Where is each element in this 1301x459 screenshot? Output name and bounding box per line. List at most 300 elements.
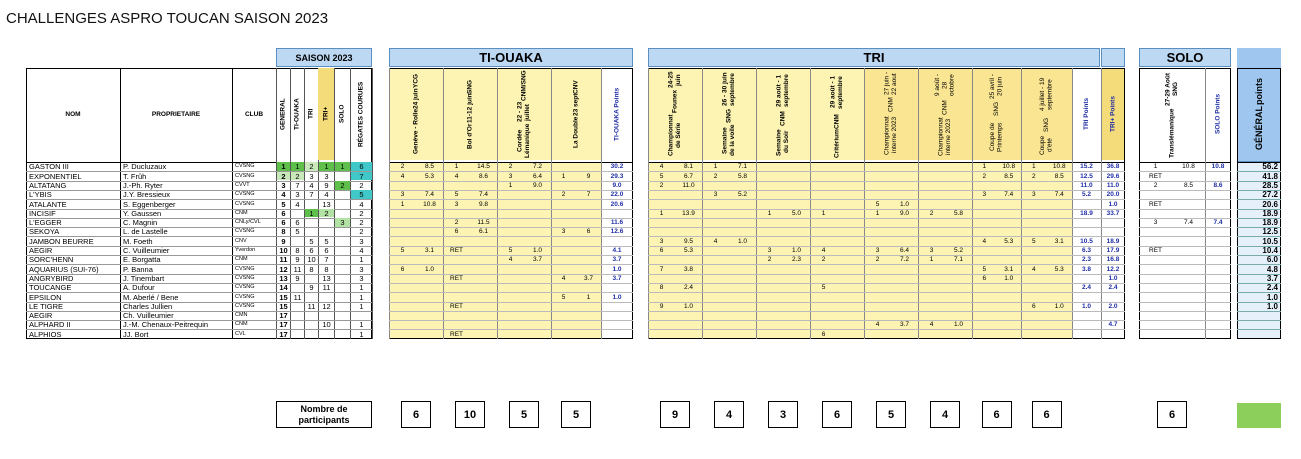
solo-place	[1139, 209, 1172, 218]
ti-points	[576, 246, 601, 255]
rank-cell: 6	[351, 162, 372, 171]
tri-points	[891, 218, 918, 227]
general-total-box	[1237, 403, 1281, 428]
ti-place	[497, 265, 524, 274]
row-owner: Ch. Vuilleumier	[123, 311, 174, 321]
tri-place	[918, 311, 945, 320]
tri-place	[972, 246, 997, 255]
ti-points: 3.7	[583, 274, 594, 282]
tri-place: 5	[821, 284, 826, 292]
rank-cell: 17	[279, 311, 288, 321]
rank-cell: 15	[279, 292, 288, 302]
solo-place	[1139, 227, 1172, 236]
ti-total: 4.1	[612, 247, 622, 254]
tri-place	[864, 162, 891, 171]
participant-count: 5	[876, 401, 906, 428]
participant-count: 10	[455, 401, 485, 428]
solo-points	[1172, 227, 1205, 236]
tri-points	[783, 330, 810, 339]
tri-place	[648, 200, 675, 209]
ti-points	[524, 302, 551, 311]
ti-points: 8.5	[424, 163, 435, 171]
general-total: 28.5	[1262, 180, 1278, 190]
tri-points	[837, 265, 864, 274]
tri-points	[1047, 293, 1073, 302]
section-header-tiouaka: TI-OUAKA	[389, 48, 633, 67]
ti-points	[416, 293, 443, 302]
solo-total	[1205, 265, 1231, 274]
tri-place	[918, 190, 945, 199]
tri-place	[810, 172, 837, 181]
tri-points	[997, 227, 1022, 236]
tri-place	[1021, 283, 1047, 292]
tri-points	[729, 181, 756, 190]
ti-points	[524, 218, 551, 227]
tri-points	[945, 181, 972, 190]
ti-total: 1.0	[612, 265, 622, 273]
tri-points	[837, 283, 864, 292]
ti-place	[497, 227, 524, 236]
tri-plus-total: 17.9	[1106, 247, 1120, 254]
ti-place: 2	[561, 191, 566, 199]
general-total	[1237, 311, 1278, 320]
tri-points	[783, 302, 810, 311]
ti-place: 1	[400, 200, 405, 208]
ti-total: 3.7	[612, 274, 622, 282]
tri-points	[891, 283, 918, 292]
rank-cell	[305, 200, 318, 209]
tri-points	[997, 302, 1022, 311]
tri-total: 15.2	[1080, 163, 1093, 171]
page-title: CHALLENGES ASPRO TOUCAN SAISON 2023	[6, 10, 329, 27]
solo-points	[1172, 293, 1205, 302]
tri-points	[945, 200, 972, 209]
tri-place	[648, 311, 675, 320]
row-club: CMN	[235, 312, 248, 319]
tri-place	[648, 190, 675, 199]
tri-points: 13.9	[682, 209, 695, 217]
general-total: 18.9	[1262, 218, 1278, 228]
tri-place	[756, 181, 783, 190]
tri-points	[729, 265, 756, 274]
tri-total	[1072, 311, 1101, 320]
tri-points	[729, 209, 756, 218]
tri-points	[783, 162, 810, 171]
tri-points	[997, 200, 1022, 209]
ti-points	[416, 227, 443, 236]
ti-total: 11.6	[610, 219, 624, 227]
row-owner: M. Aberlé / Bene	[123, 292, 179, 302]
ti-place	[389, 283, 416, 292]
rank-cell: 13	[279, 273, 288, 283]
rank-cell	[291, 283, 304, 292]
tri-place: 4	[713, 237, 718, 245]
tri-points	[891, 302, 918, 311]
tri-plus-total: 33.7	[1106, 209, 1120, 217]
rank-cell: 9	[309, 283, 314, 293]
tri-event-header: Semaine de la voile SNG 26 - 30 juin septembre	[721, 72, 736, 157]
tri-place	[1021, 293, 1047, 302]
rank-cell: 1	[359, 301, 364, 311]
tri-points	[837, 302, 864, 311]
ti-points	[524, 293, 551, 302]
tri-total	[1072, 293, 1101, 302]
ti-place	[389, 255, 416, 264]
tri-points	[675, 255, 702, 264]
tri-place: 2	[821, 256, 826, 264]
rank-cell: 10	[307, 255, 316, 265]
tri-place	[1021, 227, 1047, 236]
ti-points	[470, 330, 497, 339]
tri-place: 5	[1031, 237, 1036, 245]
general-total: 20.6	[1262, 199, 1278, 209]
tri-points: 2.4	[683, 284, 694, 292]
rank-cell	[291, 330, 304, 339]
tri-points	[1047, 218, 1073, 227]
tri-total	[1072, 200, 1101, 209]
rank-cell: 2	[305, 162, 318, 171]
ti-place	[551, 162, 576, 171]
row-name: GASTON III	[29, 162, 69, 172]
tri-event-header: Semaine du Soir CNM 29 août - 1 septembre	[775, 74, 790, 156]
ti-place: 4	[508, 256, 513, 264]
ti-place: 2	[454, 219, 459, 227]
tri-plus-total	[1101, 330, 1125, 339]
ti-total	[601, 302, 633, 311]
tri-points: 8.1	[683, 163, 694, 171]
rank-cell	[319, 293, 334, 302]
saison-col-header: TRI	[307, 108, 315, 120]
tri-place: 2	[767, 256, 772, 264]
tri-total: 2.4	[1081, 284, 1092, 292]
ti-place: 1	[508, 181, 513, 189]
tri-points: 6.7	[683, 172, 694, 180]
tri-place: 4	[659, 163, 664, 171]
general-total: 41.8	[1262, 171, 1278, 181]
tri-points: 3.1	[1054, 237, 1064, 245]
rank-cell: 1	[359, 255, 364, 265]
tri-place	[756, 265, 783, 274]
rank-cell	[335, 293, 350, 302]
ti-points	[470, 246, 497, 255]
ti-points	[416, 283, 443, 292]
tri-place	[918, 274, 945, 283]
solo-total: 8.6	[1213, 181, 1223, 189]
tri-place: 1	[1031, 163, 1036, 171]
left-header-2: CLUB	[244, 111, 264, 118]
tri-points	[891, 190, 918, 199]
row-club: CVL	[235, 330, 246, 337]
general-total: 3.7	[1266, 273, 1278, 283]
tri-place: 3	[1031, 191, 1036, 199]
tri-points	[783, 190, 810, 199]
tri-points: 2.3	[791, 256, 802, 264]
tri-points	[783, 227, 810, 236]
solo-points	[1172, 172, 1205, 181]
tri-place	[1021, 246, 1047, 255]
tri-total: 10.5	[1080, 237, 1093, 245]
rank-cell	[291, 302, 304, 311]
ti-total: 29.3	[610, 172, 624, 180]
solo-points	[1172, 283, 1205, 292]
tri-place	[756, 302, 783, 311]
tri-points	[1047, 255, 1073, 264]
tri-points	[997, 181, 1022, 190]
ti-place	[497, 209, 524, 218]
row-name: LE TIGRE	[29, 301, 64, 311]
rank-cell: 7	[295, 180, 300, 190]
rank-cell	[305, 274, 318, 283]
tri-points	[675, 274, 702, 283]
ti-points	[416, 330, 443, 339]
ti-total: 1.0	[612, 293, 622, 301]
tri-points: 11.0	[682, 181, 695, 189]
ti-points	[576, 162, 601, 171]
ti-place: 4	[561, 274, 566, 282]
ti-place	[389, 293, 416, 302]
tri-place	[702, 227, 729, 236]
tri-place	[756, 190, 783, 199]
rank-cell: 4	[324, 190, 329, 200]
tri-points	[837, 200, 864, 209]
ti-place	[497, 200, 524, 209]
row-club: CVSNG	[235, 191, 255, 198]
tri-place	[756, 162, 783, 171]
row-name: EXPONENTIEL	[29, 171, 82, 181]
rank-cell: 2	[335, 181, 350, 190]
ti-total: 30.2	[610, 163, 624, 171]
solo-total	[1205, 274, 1231, 283]
tri-place	[648, 255, 675, 264]
tri-plus-total	[1101, 293, 1125, 302]
solo-total	[1205, 237, 1231, 246]
ti-place: 1	[561, 172, 566, 180]
tri-place	[810, 265, 837, 274]
tri-points	[945, 293, 972, 302]
tri-place	[1021, 255, 1047, 264]
row-owner: T. Frûh	[123, 171, 147, 181]
tri-points: 1.0	[1054, 302, 1064, 310]
tri-place	[972, 283, 997, 292]
ti-place	[497, 302, 524, 311]
row-owner: JJ. Bort	[123, 329, 149, 339]
general-total: 2.4	[1266, 283, 1278, 293]
tri-points: 5.2	[737, 191, 748, 199]
rank-cell: 1	[359, 292, 364, 302]
tri-place	[810, 162, 837, 171]
ti-total: 3.7	[612, 256, 622, 264]
tri-place	[918, 162, 945, 171]
rank-cell	[305, 293, 318, 302]
rank-cell: 1	[291, 162, 304, 171]
ti-points: 10.8	[423, 200, 436, 208]
tri-points	[837, 274, 864, 283]
tri-total: 5.2	[1081, 191, 1092, 199]
tri-points	[891, 162, 918, 171]
tri-place: 6	[821, 330, 826, 338]
general-total: 1.0	[1266, 301, 1278, 311]
solo-place: 1	[1153, 163, 1158, 171]
row-owner: E. Borgatta	[123, 255, 161, 265]
rank-cell: 2	[291, 172, 304, 181]
tri-points: 5.3	[1004, 237, 1014, 245]
tri-place	[1021, 181, 1047, 190]
general-total: 27.2	[1262, 190, 1278, 200]
left-header-1: PROPRIETAIRE	[151, 111, 201, 118]
solo-total: 7.4	[1213, 219, 1223, 227]
ti-points	[470, 255, 497, 264]
ti-points: 14.5	[477, 163, 490, 171]
row-owner: M. Foeth	[123, 236, 153, 246]
solo-event-header: Translémanique 27-29 Août SNG	[1164, 72, 1179, 158]
tri-place	[918, 200, 945, 209]
row-owner: C. Magnin	[123, 218, 158, 228]
ti-place	[497, 283, 524, 292]
tri-place	[864, 330, 891, 339]
rank-cell	[335, 302, 350, 311]
ti-points	[576, 255, 601, 264]
ti-place	[551, 302, 576, 311]
rank-cell: 5	[281, 199, 286, 209]
tri-points	[1047, 274, 1073, 283]
rank-cell	[291, 311, 304, 320]
row-name: ALPHIOS	[29, 329, 62, 339]
tri-place: 3	[713, 191, 718, 199]
participant-count: 6	[1157, 401, 1187, 428]
row-owner: Charles Jullien	[123, 301, 173, 311]
rank-cell: 1	[319, 162, 334, 171]
tri-place: 5	[659, 172, 664, 180]
tri-place: 4	[929, 321, 934, 329]
rank-cell	[305, 320, 318, 329]
tri-points	[837, 330, 864, 339]
tri-points: 3.7	[899, 321, 910, 329]
tri-points: 5.8	[953, 209, 964, 217]
ti-points	[416, 237, 443, 246]
tri-place	[810, 181, 837, 190]
rank-cell	[319, 218, 334, 227]
rank-cell: 3	[359, 264, 364, 274]
row-owner: P. Ducluzaux	[123, 162, 167, 172]
ti-points	[470, 181, 497, 190]
ti-place	[551, 181, 576, 190]
ti-place: 3	[508, 172, 513, 180]
tri-points	[997, 311, 1022, 320]
general-total	[1237, 330, 1278, 339]
ti-points: 3.1	[424, 247, 435, 254]
tri-place	[756, 293, 783, 302]
ti-points	[416, 302, 443, 311]
ti-points: 6	[586, 228, 591, 236]
ti-points	[470, 283, 497, 292]
row-club: CVSNG	[235, 284, 255, 291]
ti-place: RET	[450, 274, 463, 282]
tri-place	[810, 218, 837, 227]
tri-place	[972, 218, 997, 227]
tri-place: 6	[659, 247, 664, 254]
ti-place: 5	[508, 247, 513, 254]
tri-points	[945, 218, 972, 227]
tri-points: 7.4	[1004, 191, 1014, 199]
tri-place	[756, 237, 783, 246]
ti-total	[601, 330, 633, 339]
rank-cell: 3	[359, 236, 364, 246]
tri-place	[972, 293, 997, 302]
tri-points	[729, 283, 756, 292]
saison-col-header: SOLO	[338, 104, 346, 124]
tri-place: 1	[929, 256, 934, 264]
tri-points: 3.1	[1004, 265, 1014, 273]
ti-points	[576, 237, 601, 246]
tri-place: 3	[982, 191, 987, 199]
tri-points: 7.4	[1054, 191, 1064, 199]
rank-cell: 13	[322, 273, 331, 283]
ti-points: 1.0	[424, 265, 435, 273]
tri-points	[837, 209, 864, 218]
tri-place	[1021, 330, 1047, 339]
tri-place	[756, 320, 783, 329]
ti-points: 5.3	[424, 172, 435, 180]
tri-points-header: TRI Points	[1082, 97, 1090, 131]
row-club: CNM	[235, 321, 248, 328]
ti-place	[551, 237, 576, 246]
rank-cell: 12	[322, 301, 331, 311]
ti-place	[389, 302, 416, 311]
tri-points	[675, 200, 702, 209]
ti-points-header: TI-OUAKA Points	[613, 87, 621, 141]
rank-cell: 5	[351, 190, 372, 199]
rank-cell	[335, 255, 350, 264]
rank-cell: 4	[359, 199, 364, 209]
row-owner: S. Eggenberger	[123, 199, 176, 209]
tri-event-header: Championnat interne 2023 CNM 9 août - 28 octobre	[933, 74, 956, 156]
tri-place	[810, 200, 837, 209]
row-name: AEGIR	[29, 311, 53, 321]
tri-place	[648, 274, 675, 283]
rank-cell: 1	[277, 162, 290, 171]
participant-count: 5	[561, 401, 591, 428]
ti-place	[551, 311, 576, 320]
ti-points	[576, 330, 601, 339]
ti-place	[497, 320, 524, 329]
ti-place	[443, 320, 470, 329]
ti-place	[551, 265, 576, 274]
tri-points	[783, 320, 810, 329]
tri-points	[997, 218, 1022, 227]
row-owner: L. de Lastelle	[123, 227, 168, 237]
row-name: ALPHARD II	[29, 320, 71, 330]
ti-points	[524, 265, 551, 274]
row-name: L'YBIS	[29, 190, 52, 200]
tri-place	[918, 265, 945, 274]
row-owner: J.-M. Chenaux-Peitrequin	[123, 320, 209, 330]
tri-place	[702, 302, 729, 311]
ti-points	[576, 283, 601, 292]
rank-cell	[305, 218, 318, 227]
solo-place	[1139, 311, 1172, 320]
row-name: INCISIF	[29, 208, 56, 218]
general-total: 6.0	[1266, 255, 1278, 265]
tri-plus-total: 12.2	[1106, 265, 1120, 273]
tri-points	[945, 274, 972, 283]
solo-place	[1139, 274, 1172, 283]
ti-points: 9	[586, 172, 591, 180]
tri-points	[837, 172, 864, 181]
tri-place	[918, 330, 945, 339]
solo-points	[1172, 330, 1205, 339]
ti-place	[497, 330, 524, 339]
tri-place: 1	[982, 163, 987, 171]
